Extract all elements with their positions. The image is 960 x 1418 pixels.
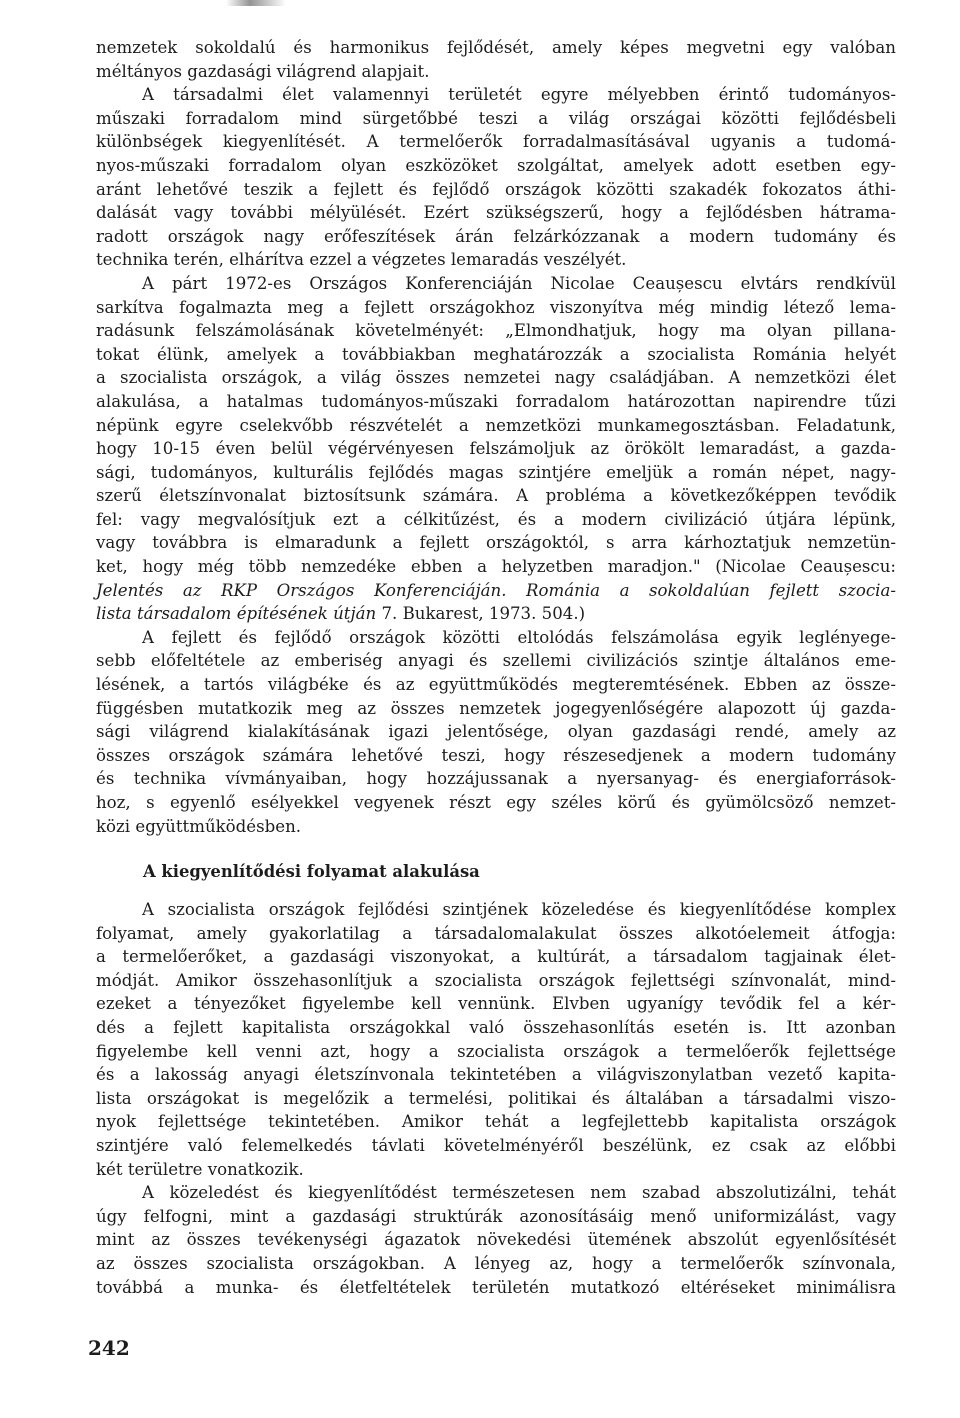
text-line: alakulása, a hatalmas tudományos-műszaki forradalom határozottan napirendre tűzi bbox=[96, 391, 896, 411]
text-line: az összes szocialista országokban. A lényeg az, hogy a termelőerők színvonala, bbox=[96, 1253, 896, 1273]
text-line: sági, tudományos, kulturális fejlődés magas szintjére emeljük a román népet, nagy- bbox=[96, 462, 896, 482]
text-line: A társadalmi élet valamennyi területét egyre mélyebben érintő tudományos- bbox=[142, 85, 896, 105]
text-line: módját. Amikor összehasonlítjuk a szocialista országok fejlettségi színvonalát, mind- bbox=[96, 970, 896, 990]
text-line: radásunk felszámolásának követelményét: „Elmondhatjuk, hogy ma olyan pillana- bbox=[96, 321, 896, 341]
text-line: technika terén, elhárítva ezzel a végzetes lemaradás veszélyét. bbox=[96, 250, 627, 270]
citation-title-end: lista társadalom építésének útján bbox=[96, 604, 377, 624]
citation-title-line: Jelentés az RKP Országos Konferenciáján. Románia a sokoldalúan fejlett szocia- bbox=[96, 580, 896, 600]
text-line: radott országok nagy erőfeszítések árán felzárkózzanak a modern tudomány és bbox=[96, 226, 896, 246]
text-line: és technika vívmányaiban, hogy hozzájussanak a nyersanyag- és energiaforrások- bbox=[96, 769, 896, 789]
text-line: műszaki forradalom mind sürgetőbbé teszi a világ országai közötti fejlődésbeli bbox=[96, 108, 896, 128]
text-line: szerű életszínvonalat biztosítsunk számára. A probléma a következőképpen tevődik bbox=[96, 486, 896, 506]
text-line: méltányos gazdasági világrend alapjait. bbox=[96, 61, 430, 81]
text-line: A párt 1972-es Országos Konferenciáján Nicolae Ceaușescu elvtárs rendkívül bbox=[142, 273, 896, 293]
text-line: összes országok számára lehetővé teszi, hogy részesedjenek a modern tudomány bbox=[96, 745, 896, 765]
text-line: szintjére való felemelkedés távlati követelményéről beszélünk, ez csak az előbbi bbox=[96, 1135, 896, 1155]
text-line: nyok fejlettsége tekintetében. Amikor tehát a legfejlettebb kapitalista országok bbox=[96, 1112, 896, 1132]
text-line: A fejlett és fejlődő országok közötti eltolódás felszámolása egyik leglényege- bbox=[142, 627, 896, 647]
text-line: közi együttműködésben. bbox=[96, 816, 302, 836]
citation-line bbox=[96, 602, 896, 626]
text-line: továbbá a munka- és életfeltételek területén mutatkozó eltéréseket minimálisra bbox=[96, 1277, 896, 1297]
text-line: fel: vagy megvalósítjuk ezt a célkitűzést, és a modern civilizáció útjára lépünk, bbox=[96, 509, 896, 529]
text-line: sebb előfeltétele az emberiség anyagi és szellemi civilizációs szintje általános eme- bbox=[96, 651, 896, 671]
text-line: dés a fejlett kapitalista országokkal való összehasonlítás esetén is. Itt azonban bbox=[96, 1017, 896, 1037]
text-line: folyamat, amely gyakorlatilag a társadalomalakulat összes alkotóelemeit átfogja: bbox=[96, 923, 896, 943]
text-line: ket, hogy még több nemzedéke ebben a helyzetben maradjon." (Nicolae Ceaușescu: bbox=[96, 557, 896, 577]
text-line: figyelembe kell venni azt, hogy a szocialista országok a termelőerők fejlettsége bbox=[96, 1041, 896, 1061]
text-line: népünk egyre cselekvőbb részvételét a nemzetközi munkamegosztásban. Feladatunk, bbox=[96, 415, 896, 435]
text-line: A szocialista országok fejlődési szintjének közeledése és kiegyenlítődése komplex bbox=[142, 900, 896, 919]
text-line: mint az összes tevékenységi ágazatok növekedési ütemének abszolút egyenlősítését bbox=[96, 1230, 896, 1250]
text-line: lésének, a tartós világbéke és az együttműködés megteremtésének. Ebben az össze- bbox=[96, 675, 896, 695]
text-line: a szocialista országok, a világ összes nemzetei nagy családjában. A nemzetközi élet bbox=[96, 368, 896, 388]
text-line: hoz, s egyenlő esélyekkel vegyenek részt egy széles körű és gyümölcsöző nemzet- bbox=[96, 793, 896, 812]
body-text-top bbox=[96, 36, 896, 838]
scan-smudge bbox=[226, 0, 286, 6]
text-line: lista országokat is megelőzik a termelési, politikai és általában a társadalmi viszo- bbox=[96, 1088, 896, 1108]
page-number: 242 bbox=[88, 1336, 130, 1360]
text-line: tokat élünk, amelyek a továbbiakban meghatározzák a szocialista Románia helyét bbox=[96, 344, 896, 364]
text-line: sági világrend kialakításának igazi jelentősége, olyan gazdasági rendé, amely az bbox=[96, 722, 896, 742]
text-line: vagy továbbra is elmaradunk a fejlett országoktól, s arra kárhoztatjuk nemzetün- bbox=[96, 533, 896, 553]
text-line: két területre vonatkozik. bbox=[96, 1159, 304, 1179]
citation-reference: 7. Bukarest, 1973. 504.) bbox=[376, 604, 586, 624]
text-line: nemzetek sokoldalú és harmonikus fejlődését, amely képes megvetni egy valóban bbox=[96, 38, 896, 57]
text-line: úgy felfogni, mint a gazdasági struktúrák azonosításáig menő uniformizálást, vagy bbox=[96, 1206, 896, 1226]
text-line: ezeket a tényezőket figyelembe kell vennünk. Elvben ugyanígy tevődik fel a kér- bbox=[96, 994, 896, 1014]
text-line: nyos-műszaki forradalom olyan eszközöket szolgáltat, amelyek adott esetben egy- bbox=[96, 155, 896, 175]
body-text-bottom bbox=[96, 898, 896, 1299]
text-line: hogy 10-15 éven belül végérvényesen felszámoljuk az örökölt lemaradást, a gazda- bbox=[96, 439, 896, 459]
text-line: a termelőerőket, a gazdasági viszonyokat, a kultúrát, a társadalom tagjainak élet- bbox=[96, 947, 896, 967]
text-line: különbségek kiegyenlítését. A termelőerők forradalmasításával ugyanis a tudomá- bbox=[96, 132, 896, 152]
text-line: függésben mutatkozik meg az összes nemzetek jogegyenlőségére alapozott új gazda- bbox=[96, 698, 896, 718]
text-line: aránt lehetővé teszik a fejlett és fejlődő országok közötti szakadék fokozatos áthi- bbox=[96, 179, 896, 199]
text-line: A közeledést és kiegyenlítődést természetesen nem szabad abszolutizálni, tehát bbox=[142, 1183, 896, 1203]
text-line: dalását vagy további mélyülését. Ezért szükségszerű, hogy a fejlődésben hátrama- bbox=[96, 203, 896, 223]
section-heading: A kiegyenlítődési folyamat alakulása bbox=[143, 862, 480, 881]
text-line: sarkítva fogalmazta meg a fejlett országokhoz viszonyítva még mindig létező lema- bbox=[96, 297, 896, 317]
text-line: és a lakosság anyagi életszínvonala tekintetében a világviszonylatban vezető kapita- bbox=[96, 1065, 896, 1085]
